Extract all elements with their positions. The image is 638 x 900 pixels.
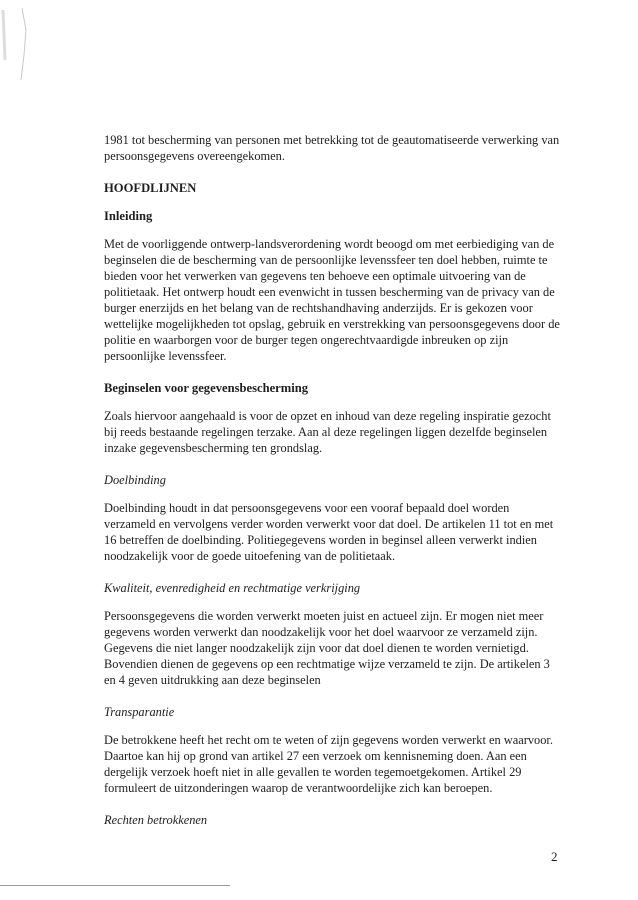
scan-bottom-line <box>0 885 230 886</box>
paragraph-transparantie: De betrokkene heeft het recht om te weten of zijn gegevens worden verwerkt en waarvoor. Daartoe kan hij op grond van artikel 27 een verzoek om kennisneming doen. Aan een dergelijk verzoek hoeft niet in alle gevallen te worden tegemoetgekomen. Artikel 29 formuleert de uitzonderingen waarop de verantwoordelijke zich kan beroepen. <box>104 733 553 795</box>
heading-inleiding: Inleiding <box>104 209 153 223</box>
heading-transparantie: Transparantie <box>104 705 175 719</box>
paragraph-beginselen: Zoals hiervoor aangehaald is voor de opzet en inhoud van deze regeling inspiratie gezocht bij reeds bestaande regelingen terzake. Aan al deze regelingen liggen dezelfde beginselen inzake gegevensbescherming ten grondslag. <box>104 409 551 455</box>
heading-kwaliteit: Kwaliteit, evenredigheid en rechtmatige verkrijging <box>104 581 361 595</box>
intro-paragraph: 1981 tot bescherming van personen met betrekking tot de geautomatiseerde verwerking van persoonsgegevens overeengekomen. <box>104 133 560 163</box>
heading-hoofdlijnen: HOOFDLIJNEN <box>104 181 197 195</box>
scan-edge-mark <box>0 0 30 100</box>
paragraph-inleiding: Met de voorliggende ontwerp-landsverordening wordt beoogd om met eerbiediging van de beginselen die de bescherming van de persoonlijke levenssfeer ten doel hebben, ruimte te bieden voor het verwerken van gegevens ten behoeve een optimale uitvoering van de politietaak. Het ontwerp houdt een evenwicht in tussen bescherming van de privacy van de burger enerzijds en het belang van de rechtshandhaving anderzijds. Er is gekozen voor wettelijke mogelijkheden tot opslag, gebruik en verstrekking van persoonsgegevens door de politie en waarborgen voor de burger tegen ongerechtvaardigde inbreuken op zijn persoonlijke levenssfeer. <box>104 237 560 363</box>
paragraph-kwaliteit: Persoonsgegevens die worden verwerkt moeten juist en actueel zijn. Er mogen niet meer gegevens worden verwerkt dan noodzakelijk voor het doel waarvoor ze verzameld zijn. Gegevens die niet langer noodzakelijk zijn voor dat doel dienen te worden vernietigd. Bovendien dienen de gegevens op een rechtmatige wijze verzameld te zijn. De artikelen 3 en 4 geven uitdrukking aan deze beginselen <box>104 609 550 687</box>
heading-rechten-betrokkenen: Rechten betrokkenen <box>104 813 208 827</box>
heading-beginselen: Beginselen voor gegevensbescherming <box>104 381 309 395</box>
paragraph-doelbinding: Doelbinding houdt in dat persoonsgegevens voor een vooraf bepaald doel worden verzameld en vervolgens verder worden verwerkt voor dat doel. De artikelen 11 tot en met 16 betreffen de doelbinding. Politiegegevens worden in beginsel alleen verwerkt indien noodzakelijk voor de goede uitoefening van de politietaak. <box>104 501 554 563</box>
heading-doelbinding: Doelbinding <box>104 473 166 487</box>
page-number: 2 <box>551 849 558 864</box>
document-body <box>104 132 562 840</box>
